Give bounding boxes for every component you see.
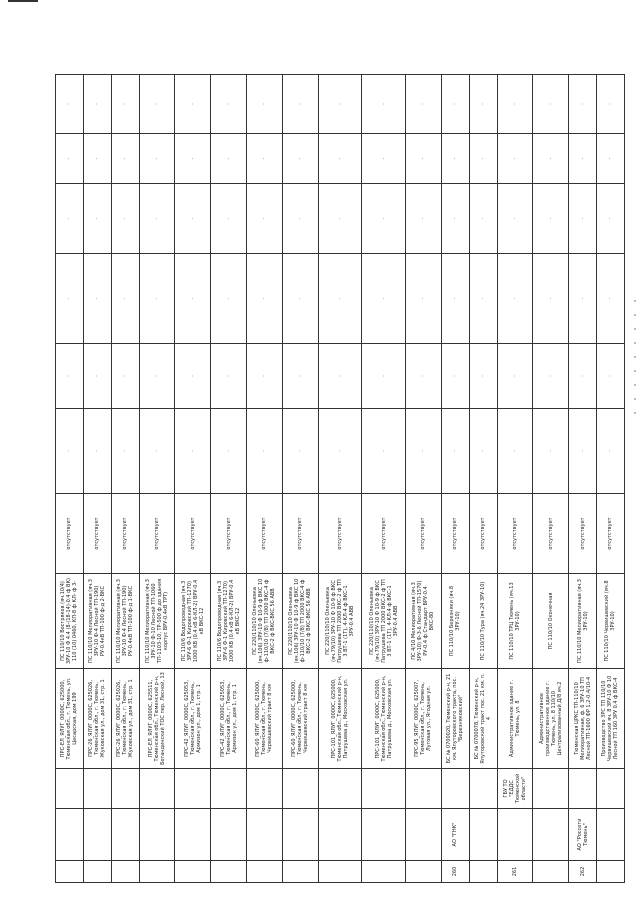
empty-cell: - <box>469 184 497 254</box>
region-cell <box>596 769 624 809</box>
table-row <box>83 75 111 883</box>
region-cell <box>569 769 597 809</box>
organization-cell: АО "Россети Тюмень" <box>569 809 597 861</box>
row-number <box>175 861 211 883</box>
empty-cell: - <box>569 254 597 344</box>
region-cell <box>469 769 497 809</box>
empty-cell: - <box>596 134 624 184</box>
row-number <box>533 861 569 883</box>
organization-cell <box>406 809 442 861</box>
power-feed-cell: ПС 110/10 Востряков (яч.10/4) 3РУ-10 Ф 4.4 (8-(18-14)-0.4 ф ВК) 110 (10) 0460, КП-8 ф КЛ- ф 3- <box>56 574 84 669</box>
empty-cell: - <box>318 184 362 254</box>
object-address-cell: ПРС-95_ЯЛУГ_0000С, 625007, Тюменская обл., г. Тюмень, Луговая ул., Ягодная ул. <box>406 669 442 769</box>
object-address-cell: ПРС-42_ЯЛУГ_0000С, 625053, Тюменская обл., г. Тюмень, Армизон ул., дом 1, стр. 1 <box>175 669 211 769</box>
empty-cell: - <box>211 254 247 344</box>
region-cell <box>318 769 362 809</box>
status-cell: отсутствует <box>497 494 533 574</box>
object-address-cell: Производство ЗРС ТП 110/10 Червишевский яч. 8 ЗРУ-10 Ф 10 Лесной ТП 160 ЗРУ 0.4 ф ВКС-4 <box>596 669 624 769</box>
rotated-table-wrapper <box>55 75 625 883</box>
empty-cell: - <box>139 409 175 494</box>
energy-objects-table <box>55 74 625 883</box>
power-feed-cell: ПС 220/110/10 Оленьевка (яч.106) ЗРУ-10 Ф 10-9 ф ВКС 10 ф-110/10 (7/8) ТП 2000 ВКС-4 ф ВКС-2 ф ВКС-ВКС 56 АВВ <box>246 574 282 669</box>
empty-cell: - <box>497 344 533 409</box>
empty-cell: - <box>211 75 247 134</box>
table-row <box>596 75 624 883</box>
object-address-cell: Тюменская ЦРКС ТП-110/10 Мелиоративная, ф. 6 ЗРУ-10 ТП Лесной ТП-1600 ФР 1,2-0.4/10-4 <box>569 669 597 769</box>
organization-cell <box>282 809 318 861</box>
organization-cell <box>596 809 624 861</box>
empty-cell: - <box>56 75 84 134</box>
status-cell: отсутствует <box>596 494 624 574</box>
power-feed-cell: ПС 4/10 Мелиоративная (яч.3 ЗРУ-10) Ф-3-6 Лесной ТП-1570) РУ-0.4 ф Стандарт ВРУ-0.4 ВКС-80 <box>406 574 442 669</box>
empty-cell: - <box>318 409 362 494</box>
empty-cell: - <box>569 75 597 134</box>
row-number: 260 <box>441 861 469 883</box>
table-row <box>139 75 175 883</box>
empty-cell: - <box>497 134 533 184</box>
organization-cell: АО "ГНК" <box>441 809 469 861</box>
organization-cell <box>56 809 84 861</box>
table-row <box>282 75 318 883</box>
row-number <box>469 861 497 883</box>
table-row <box>246 75 282 883</box>
region-cell <box>56 769 84 809</box>
status-cell: отсутствует <box>246 494 282 574</box>
organization-cell <box>175 809 211 861</box>
empty-cell: - <box>246 344 282 409</box>
empty-cell: - <box>441 409 469 494</box>
empty-cell: - <box>318 75 362 134</box>
empty-cell: - <box>406 75 442 134</box>
empty-cell: - <box>111 409 139 494</box>
table-row <box>497 75 533 883</box>
region-cell <box>282 769 318 809</box>
region-cell <box>83 769 111 809</box>
region-cell: ГБУ ТО "ЕДДС Тюменской области" <box>497 769 533 809</box>
empty-cell: - <box>282 184 318 254</box>
empty-cell: - <box>139 254 175 344</box>
row-number <box>406 861 442 883</box>
row-number <box>318 861 362 883</box>
empty-cell: - <box>533 409 569 494</box>
empty-cell: - <box>83 409 111 494</box>
table-row <box>406 75 442 883</box>
scan-edge-mark <box>8 0 38 2</box>
empty-cell: - <box>569 409 597 494</box>
empty-cell: - <box>362 409 406 494</box>
row-number <box>246 861 282 883</box>
row-number <box>56 861 84 883</box>
table-row <box>211 75 247 883</box>
empty-cell: - <box>362 134 406 184</box>
empty-cell: - <box>111 344 139 409</box>
region-cell <box>211 769 247 809</box>
object-address-cell: Административное производственное здание г. Тюмень, ул. 8 110/10 Централизованный Д/8 яч.2 <box>533 669 569 769</box>
empty-cell: - <box>175 409 211 494</box>
object-address-cell: ПРС-ЕЛ_ЯЛУГ_0000С, 625000, Тюменская обл., г. Тюмень, ул. Цесарская, дом 199 <box>56 669 84 769</box>
empty-cell: - <box>441 75 469 134</box>
empty-cell: - <box>56 409 84 494</box>
organization-cell <box>362 809 406 861</box>
empty-cell: - <box>406 184 442 254</box>
power-feed-cell: ПС 110/6 Водопроводная (яч.3 3РУ-6 Ф-1 Кировский ТП-1270) 1000 КВ (0.4 кВ 6-КЛ-2) ВРУ-0.4 кВ ВКС-12 <box>211 574 247 669</box>
scan-margin-dots <box>634 300 636 420</box>
empty-cell: - <box>175 344 211 409</box>
table-row <box>111 75 139 883</box>
empty-cell: - <box>282 75 318 134</box>
organization-cell <box>83 809 111 861</box>
object-address-cell: БС № 0700078, Тюменский р-н, Ялуторовский тракт пос. 21 км. п. 4 <box>469 669 497 769</box>
status-cell: отсутствует <box>441 494 469 574</box>
empty-cell: - <box>362 254 406 344</box>
empty-cell: - <box>362 184 406 254</box>
empty-cell: - <box>139 75 175 134</box>
empty-cell: - <box>83 254 111 344</box>
empty-cell: - <box>175 134 211 184</box>
empty-cell: - <box>497 254 533 344</box>
empty-cell: - <box>111 254 139 344</box>
empty-cell: - <box>175 184 211 254</box>
object-address-cell: ПРС-42_ЯЛУГ_0000С, 625053, Тюменская обл., г. Тюмень, Армизон ул., дом 1, стр. 1 <box>211 669 247 769</box>
region-cell <box>139 769 175 809</box>
organization-cell <box>318 809 362 861</box>
status-cell: отсутствует <box>318 494 362 574</box>
empty-cell: - <box>362 75 406 134</box>
object-address-cell: ПРС-101_ЯЛУГ_0000С, 625000, Тюменская обл., Тюменский р-н, Патрушева д., Московская ул. <box>362 669 406 769</box>
document-page <box>55 75 625 883</box>
row-number: 262 <box>569 861 597 883</box>
object-address-cell: БС № 0700020, Тюменский р-н, 21 км. Ялуторовского тракта, пос. "Березняковский" <box>441 669 469 769</box>
empty-cell: - <box>83 75 111 134</box>
empty-cell: - <box>139 134 175 184</box>
empty-cell: - <box>246 409 282 494</box>
object-address-cell: ПРС-60_ЯЛУГ_0000С, 625000, Тюменская обл., г. Тюмень, Червишевский тракт 8 км <box>246 669 282 769</box>
empty-cell: - <box>111 184 139 254</box>
organization-cell <box>533 809 569 861</box>
empty-cell: - <box>469 409 497 494</box>
empty-cell: - <box>533 254 569 344</box>
empty-cell: - <box>139 184 175 254</box>
power-feed-cell: ПС 110/10 Мелиоративная (яч.3 3РУ-10 Ф-10 Лесной ТП-1060 ТП-1103-10, ТР-500 ф до здания корпус ВРУ-0.4кВ ТРТ) <box>139 574 175 669</box>
row-number <box>282 861 318 883</box>
empty-cell: - <box>318 344 362 409</box>
empty-cell: - <box>282 409 318 494</box>
power-feed-cell: ПС 110/10 Оконечная <box>533 574 569 669</box>
empty-cell: - <box>318 254 362 344</box>
empty-cell: - <box>282 254 318 344</box>
empty-cell: - <box>533 184 569 254</box>
region-cell <box>111 769 139 809</box>
status-cell: отсутствует <box>533 494 569 574</box>
status-cell: отсутствует <box>111 494 139 574</box>
region-cell <box>533 769 569 809</box>
status-cell: отсутствует <box>175 494 211 574</box>
row-number <box>596 861 624 883</box>
row-number <box>362 861 406 883</box>
empty-cell: - <box>533 134 569 184</box>
empty-cell: - <box>469 75 497 134</box>
power-feed-cell: ПС 110/10 Мелиоративная (яч.3 3РУ-10 Ф-4 Лесной ТП-190) РУ-0.4кВ ТП-100 ф-д 1-ВКС <box>111 574 139 669</box>
object-address-cell: ПРС-26_ЯЛУГ_0000С, 625026, Тюменская обл., г. Тюмень, Жуковская ул., дом 31, стр. 1 <box>111 669 139 769</box>
empty-cell: - <box>533 75 569 134</box>
status-cell: отсутствует <box>282 494 318 574</box>
object-address-cell: ПРС-60_ЯЛУГ_0000С, 625000, Тюменская обл., г. Тюмень, Червишевский тракт 8 км <box>282 669 318 769</box>
empty-cell: - <box>596 254 624 344</box>
status-cell: отсутствует <box>211 494 247 574</box>
empty-cell: - <box>246 75 282 134</box>
organization-cell <box>111 809 139 861</box>
row-number <box>111 861 139 883</box>
empty-cell: - <box>246 184 282 254</box>
empty-cell: - <box>497 75 533 134</box>
power-feed-cell: ПС 110/10 Тура (яч.24 ЗРУ-10) <box>469 574 497 669</box>
empty-cell: - <box>56 344 84 409</box>
organization-cell <box>211 809 247 861</box>
empty-cell: - <box>83 184 111 254</box>
row-number <box>83 861 111 883</box>
object-address-cell: ПРС-ЕЛ_ЯЛУГ_0000С, 625511, Тюменская обл., Тюменский р-н, Богандинский ТОС пер. Лесной, 13 <box>139 669 175 769</box>
empty-cell: - <box>441 254 469 344</box>
power-feed-cell: ПС 110/10 Березняки (яч.8 ЗРУ-10) <box>441 574 469 669</box>
power-feed-cell: ПС 110/6 Водопроводная (яч.3 3РУ-6 Ф-1 Кировский ТП-1270) 1000 КВ (0.4 кВ 6-КЛ-2) ВРУ-0.4 кВ ВКС-12 <box>175 574 211 669</box>
table-row <box>318 75 362 883</box>
organization-cell <box>139 809 175 861</box>
empty-cell: - <box>175 254 211 344</box>
empty-cell: - <box>596 409 624 494</box>
empty-cell: - <box>569 134 597 184</box>
empty-cell: - <box>56 254 84 344</box>
power-feed-cell: ПС 220/110/10 Оленьевка (яч.79/10) ЗРУ-10 Ф 10-9 ф ВКС Патрушева ТП 2000 ВКС-2 ф ТП 3 ВТ-1 (1Т), 4-КЛ-4 ф ВКС-1 ЗРУ-0.4 АВВ <box>318 574 362 669</box>
empty-cell: - <box>282 344 318 409</box>
region-cell <box>441 769 469 809</box>
status-cell: отсутствует <box>469 494 497 574</box>
empty-cell: - <box>211 409 247 494</box>
empty-cell: - <box>441 184 469 254</box>
empty-cell: - <box>406 344 442 409</box>
empty-cell: - <box>497 409 533 494</box>
empty-cell: - <box>406 134 442 184</box>
empty-cell: - <box>56 184 84 254</box>
empty-cell: - <box>569 184 597 254</box>
region-cell <box>246 769 282 809</box>
status-cell: отсутствует <box>569 494 597 574</box>
empty-cell: - <box>596 184 624 254</box>
region-cell <box>362 769 406 809</box>
organization-cell <box>497 809 533 861</box>
organization-cell <box>469 809 497 861</box>
empty-cell: - <box>246 134 282 184</box>
empty-cell: - <box>282 134 318 184</box>
table-row <box>362 75 406 883</box>
row-number: 261 <box>497 861 533 883</box>
status-cell: отсутствует <box>83 494 111 574</box>
empty-cell: - <box>469 134 497 184</box>
empty-cell: - <box>211 134 247 184</box>
empty-cell: - <box>469 344 497 409</box>
organization-cell <box>246 809 282 861</box>
empty-cell: - <box>318 134 362 184</box>
status-cell: отсутствует <box>406 494 442 574</box>
empty-cell: - <box>596 344 624 409</box>
table-row <box>441 75 469 883</box>
empty-cell: - <box>175 75 211 134</box>
empty-cell: - <box>469 254 497 344</box>
power-feed-cell: ПС 110/10 Мелиоративная (яч.3 3РУ-10 Ф-4 Лесной ТП-190) РУ-0.4кВ ТП-100 ф-д 2-ВКС <box>83 574 111 669</box>
region-cell <box>406 769 442 809</box>
empty-cell: - <box>56 134 84 184</box>
empty-cell: - <box>497 184 533 254</box>
empty-cell: - <box>406 409 442 494</box>
empty-cell: - <box>111 75 139 134</box>
status-cell: отсутствует <box>56 494 84 574</box>
empty-cell: - <box>246 254 282 344</box>
empty-cell: - <box>83 344 111 409</box>
power-feed-cell: ПС 110/10 Червишевский (яч.8 ЗРУ-10) <box>596 574 624 669</box>
power-feed-cell: ПС 110/10 ТРЦ Тюмень (яч.13 ЗРУ-10) <box>497 574 533 669</box>
table-row <box>56 75 84 883</box>
status-cell: отсутствует <box>362 494 406 574</box>
empty-cell: - <box>406 254 442 344</box>
row-number <box>139 861 175 883</box>
empty-cell: - <box>211 344 247 409</box>
table-row <box>469 75 497 883</box>
region-cell <box>175 769 211 809</box>
object-address-cell: ПРС-101_ЯЛУГ_0000С, 625000, Тюменская обл., Тюменский р-н, Патрушева д., Московская ул. <box>318 669 362 769</box>
empty-cell: - <box>83 134 111 184</box>
empty-cell: - <box>596 75 624 134</box>
empty-cell: - <box>362 344 406 409</box>
empty-cell: - <box>441 344 469 409</box>
status-cell: отсутствует <box>139 494 175 574</box>
object-address-cell: Административное здание г. Тюмень, ул. 8 <box>497 669 533 769</box>
object-address-cell: ПРС-26_ЯЛУГ_0000С, 625026, Тюменская обл., г. Тюмень, Жуковская ул., дом 31, стр. 1 <box>83 669 111 769</box>
empty-cell: - <box>139 344 175 409</box>
table-row <box>533 75 569 883</box>
power-feed-cell: ПС 220/110/10 Оленьевка (яч.79/10) ЗРУ-10 Ф 10-9 ф ВКС Патрушева ТП 2000 ВКС-2 ф ТП 3 ВТ-1 (1Т), 4-КЛ-4 ф ВКС-1 ЗРУ-0.4 АВВ <box>362 574 406 669</box>
row-number <box>211 861 247 883</box>
empty-cell: - <box>569 344 597 409</box>
power-feed-cell: ПС 110/10 Мелиоративная (яч.3 ЗРУ-10) <box>569 574 597 669</box>
power-feed-cell: ПС 220/110/10 Оленьевка (яч.106) ЗРУ-10 Ф 10-9 ф ВКС 10 ф-110/10 (7/8) ТП 2000 ВКС-4 ф ВКС-2 ф ВКС-ВКС 56 АВВ <box>282 574 318 669</box>
table-row <box>569 75 597 883</box>
empty-cell: - <box>441 134 469 184</box>
empty-cell: - <box>211 184 247 254</box>
table-row <box>175 75 211 883</box>
empty-cell: - <box>533 344 569 409</box>
empty-cell: - <box>111 134 139 184</box>
